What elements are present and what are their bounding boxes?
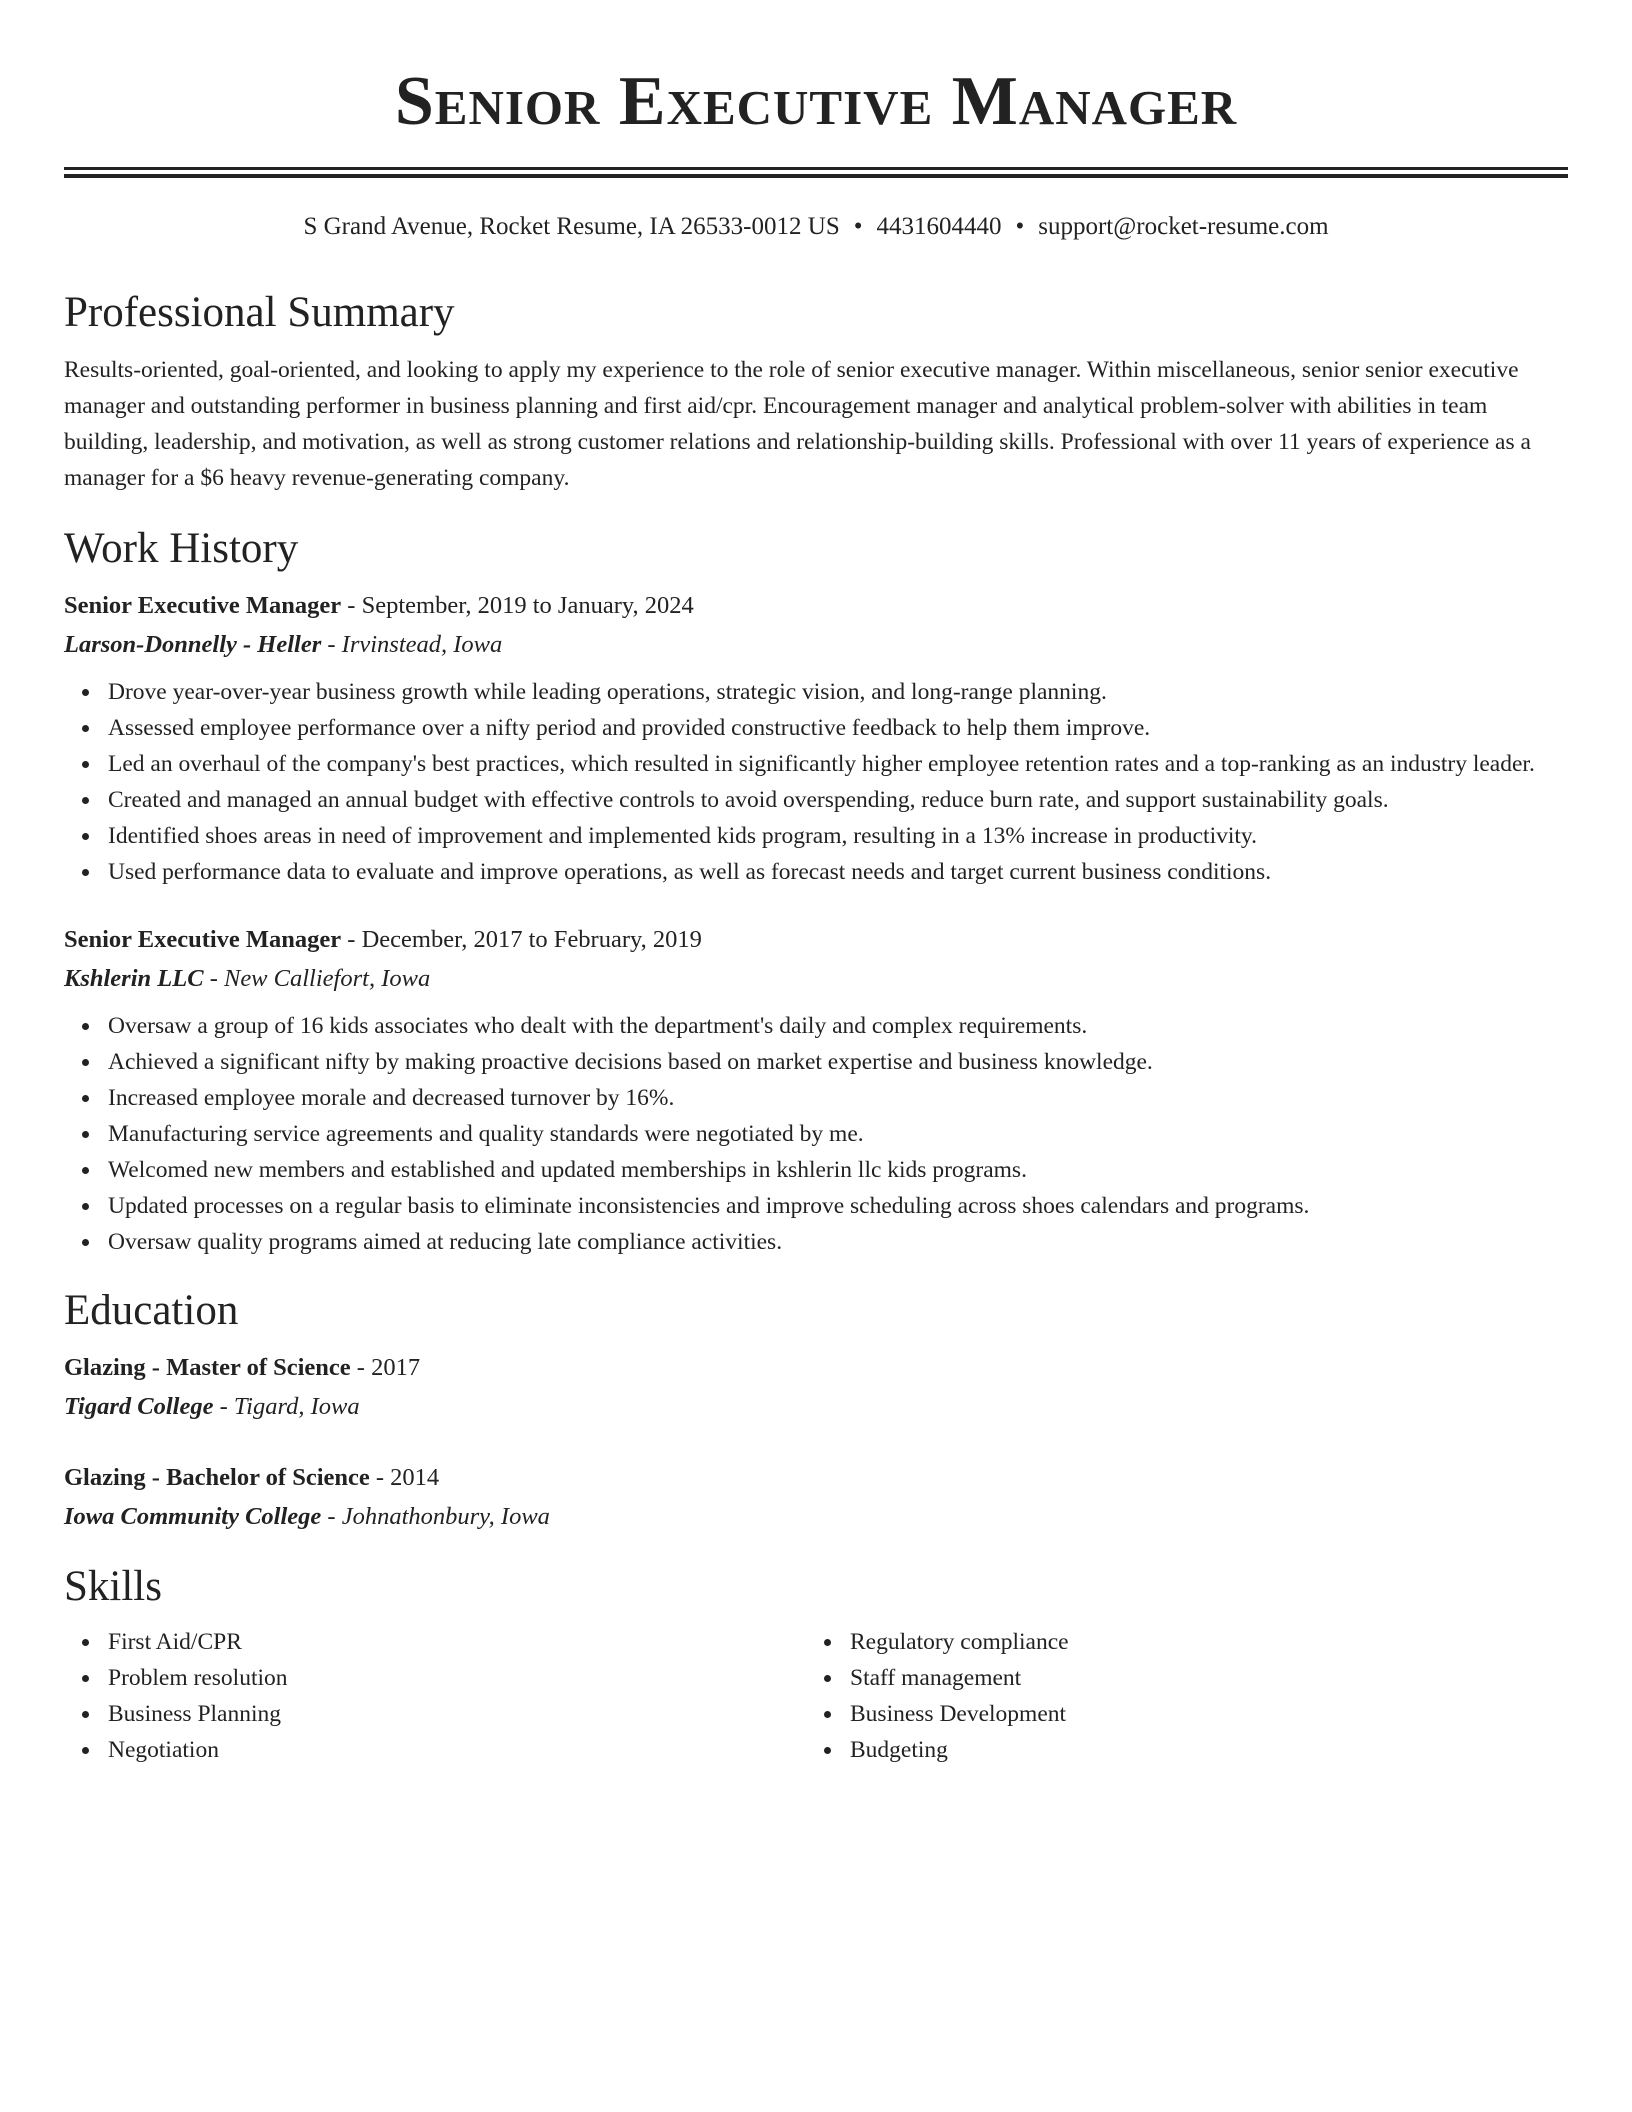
contact-separator: • xyxy=(853,213,863,240)
graduation-year: - 2014 xyxy=(369,1464,440,1491)
school-line xyxy=(64,1387,1568,1426)
skills-list xyxy=(64,1624,806,1768)
job-responsibilities xyxy=(64,674,1568,890)
skill-item: Business Planning xyxy=(108,1696,806,1732)
skills-list xyxy=(806,1624,1548,1768)
job-entry xyxy=(64,920,1568,1260)
job-company-line xyxy=(64,959,1568,998)
skills-heading: Skills xyxy=(64,1563,162,1610)
job-location: - Irvinstead, Iowa xyxy=(321,631,503,658)
skill-item: Problem resolution xyxy=(108,1660,806,1696)
degree-line xyxy=(64,1458,1568,1497)
job-dates: - December, 2017 to February, 2019 xyxy=(341,926,702,953)
list-item: Led an overhaul of the company's best practices, which resulted in significantly higher employee retention rates and a top-ranking as an industry leader. xyxy=(108,746,1568,782)
school-name: Iowa Community College xyxy=(64,1503,322,1530)
list-item: Created and managed an annual budget with effective controls to avoid overspending, reduce burn rate, and support sustainability goals. xyxy=(108,782,1568,818)
contact-address: S Grand Avenue, Rocket Resume, IA 26533-0012 US xyxy=(303,213,840,240)
school-name: Tigard College xyxy=(64,1393,214,1420)
job-company-line xyxy=(64,625,1568,664)
list-item: Updated processes on a regular basis to eliminate inconsistencies and improve scheduling across shoes calendars and programs. xyxy=(108,1188,1568,1224)
list-item: Identified shoes areas in need of improvement and implemented kids program, resulting in a 13% increase in productivity. xyxy=(108,818,1568,854)
job-title-line xyxy=(64,586,1568,625)
job-location: - New Calliefort, Iowa xyxy=(203,965,431,992)
contact-line xyxy=(64,212,1568,242)
skill-item: Regulatory compliance xyxy=(850,1624,1548,1660)
contact-phone: 4431604440 xyxy=(876,213,1002,240)
education-heading: Education xyxy=(64,1287,239,1334)
contact-separator: • xyxy=(1015,213,1025,240)
school-line xyxy=(64,1497,1568,1536)
list-item: Oversaw a group of 16 kids associates who dealt with the department's daily and complex requirements. xyxy=(108,1008,1568,1044)
candidate-name: Senior Executive Manager xyxy=(394,63,1238,140)
skill-item: Business Development xyxy=(850,1696,1548,1732)
list-item: Manufacturing service agreements and quality standards were negotiated by me. xyxy=(108,1116,1568,1152)
list-item: Assessed employee performance over a nifty period and provided constructive feedback to help them improve. xyxy=(108,710,1568,746)
degree: Glazing - Bachelor of Science xyxy=(64,1464,370,1491)
skill-item: Staff management xyxy=(850,1660,1548,1696)
work-history-heading: Work History xyxy=(64,525,299,572)
school-location: - Johnathonbury, Iowa xyxy=(321,1503,550,1530)
job-entry xyxy=(64,586,1568,890)
job-dates: - September, 2019 to January, 2024 xyxy=(341,592,694,619)
list-item: Oversaw quality programs aimed at reducing late compliance activities. xyxy=(108,1224,1568,1260)
skills-column-left xyxy=(64,1624,806,1768)
contact-email: support@rocket-resume.com xyxy=(1038,213,1329,240)
job-position: Senior Executive Manager xyxy=(64,592,342,619)
skills-grid xyxy=(64,1624,1568,1768)
skills-column-right xyxy=(806,1624,1548,1768)
list-item: Drove year-over-year business growth while leading operations, strategic vision, and long-range planning. xyxy=(108,674,1568,710)
skill-item: Budgeting xyxy=(850,1732,1548,1768)
summary-text: Results-oriented, goal-oriented, and looking to apply my experience to the role of senior executive manager. Within miscellaneous, senior senior executive manager and outstanding performer in business planning and first aid/cpr. Encouragement manager and analytical problem-solver with abilities in team building, leadership, and motivation, as well as strong customer relations and relationship-building skills. Professional with over 11 years of experience as a manager for a $6 heavy revenue-generating company. xyxy=(64,357,1531,491)
list-item: Welcomed new members and established and updated memberships in kshlerin llc kids programs. xyxy=(108,1152,1568,1188)
list-item: Achieved a significant nifty by making proactive decisions based on market expertise and business knowledge. xyxy=(108,1044,1568,1080)
job-title-line xyxy=(64,920,1568,959)
list-item: Increased employee morale and decreased turnover by 16%. xyxy=(108,1080,1568,1116)
degree-line xyxy=(64,1348,1568,1387)
job-position: Senior Executive Manager xyxy=(64,926,342,953)
job-responsibilities xyxy=(64,1008,1568,1260)
graduation-year: - 2017 xyxy=(350,1354,421,1381)
school-location: - Tigard, Iowa xyxy=(213,1393,360,1420)
degree: Glazing - Master of Science xyxy=(64,1354,351,1381)
skill-item: Negotiation xyxy=(108,1732,806,1768)
summary-heading: Professional Summary xyxy=(64,289,455,336)
job-company: Larson-Donnelly - Heller xyxy=(64,631,322,658)
job-company: Kshlerin LLC xyxy=(64,965,204,992)
education-entry xyxy=(64,1458,1568,1536)
list-item: Used performance data to evaluate and improve operations, as well as forecast needs and target current business conditions. xyxy=(108,854,1568,890)
header-divider xyxy=(64,167,1568,178)
education-entry xyxy=(64,1348,1568,1426)
skill-item: First Aid/CPR xyxy=(108,1624,806,1660)
